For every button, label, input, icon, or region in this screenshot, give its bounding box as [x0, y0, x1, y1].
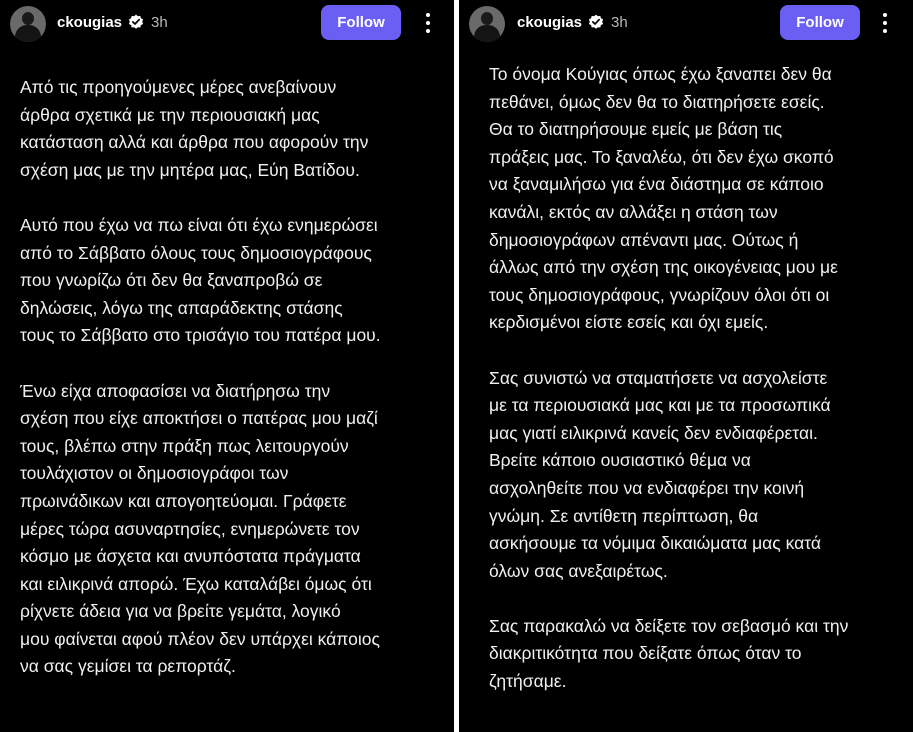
text-line: Το όνομα Κούγιας όπως έχω ξαναπει δεν θα	[489, 64, 832, 84]
post-paragraph	[20, 378, 446, 682]
profile-avatar[interactable]	[10, 6, 46, 42]
text-line: τους δημοσιογράφους, γνωρίζουν όλοι ότι οι	[489, 284, 830, 305]
text-line: μας γιατί ειλικρινά κανείς δεν ενδιαφέρεται.	[489, 422, 818, 443]
text-line: πρωινάδικων και απογοητεύομαι. Γράφετε	[20, 490, 347, 511]
post-paragraph	[489, 365, 909, 586]
text-line: κατάσταση αλλά και άρθρα που αφορούν την	[20, 132, 369, 153]
text-line: που γνωρίζω ότι δεν θα ξαναπροβώ σε	[20, 270, 323, 291]
text-line: κανάλι, εκτός αν αλλάξει η στάση των	[489, 201, 778, 222]
post-paragraph	[20, 74, 446, 184]
text-line: ζητήσαμε.	[489, 671, 567, 692]
avatar-body-shape	[474, 25, 500, 42]
text-line: μέρες τώρα ασυναρτησίες, ενημερώνετε τον	[20, 518, 360, 539]
text-line: ασχοληθείτε που να ενδιαφέρει την κοινή	[489, 477, 805, 498]
text-line: τους, βλέπω στην πράξη πως λειτουργούν	[20, 435, 349, 456]
avatar-body-shape	[15, 25, 41, 42]
text-line: ασκήσουμε τα νόμιμα δικαιώματα μας κατά	[489, 533, 822, 554]
text-line: δημοσιογράφων απέναντι μας. Ούτως ή	[489, 229, 799, 250]
text-line: Από τις προηγούμενες μέρες ανεβαίνουν	[20, 77, 337, 97]
text-line: Αυτό που έχω να πω είναι ότι έχω ενημερώσει	[20, 214, 378, 235]
text-line: γνώμη. Σε αντίθετη περίπτωση, θα	[489, 505, 759, 526]
text-line: άλλως από την σχέση της οικογένειας μου με	[489, 257, 838, 278]
post-time: 3h	[151, 14, 168, 31]
more-dot	[883, 21, 887, 25]
text-line: τους το Σάββατο στο τρισάγιο του πατέρα μου.	[20, 325, 381, 346]
text-line: να σας γεμίσει τα ρεπορτάζ.	[20, 656, 236, 677]
post-text	[489, 61, 909, 723]
text-line: Σας συνιστώ να σταματήσετε να ασχολείστε	[489, 367, 828, 388]
verified-badge-icon	[588, 14, 604, 30]
text-line: πεθάνει, όμως δεν θα το διατηρήσετε εσείς.	[489, 91, 825, 112]
text-line: από το Σάββατο όλους τους δημοσιογράφους	[20, 242, 372, 263]
text-line: και ειλικρινά απορώ. Έχω καταλάβει όμως ότι	[20, 573, 372, 594]
text-line: σχέση μας με την μητέρα μας, Εύη Βατίδου.	[20, 159, 360, 180]
text-line: κερδισμένοι είστε εσείς και όχι εμείς.	[489, 312, 769, 333]
more-options-icon[interactable]	[877, 10, 893, 36]
text-line: διακριτικότητα που δείξατε όπως όταν το	[489, 643, 802, 664]
text-line: Ένω είχα αποφασίσει να διατήρησω την	[20, 380, 331, 401]
text-line: κόσμο με άσχετα και ανυπόστατα πράγματα	[20, 546, 361, 567]
follow-button[interactable]: Follow	[780, 5, 860, 40]
follow-button[interactable]: Follow	[321, 5, 401, 40]
text-line: ρίχνετε άδεια για να βρείτε γεμάτα, λογικό	[20, 601, 341, 622]
text-line: μου φαίνεται αφού πλέον δεν υπάρχει κάποιος	[20, 628, 380, 649]
more-dot	[883, 13, 887, 17]
story-panel-left	[0, 0, 454, 732]
text-line: με τα περιουσιακά μας και με τα προσωπικά	[489, 395, 831, 416]
more-dot	[426, 21, 430, 25]
post-paragraph	[489, 61, 909, 337]
post-text	[20, 74, 446, 709]
verified-badge-icon	[128, 14, 144, 30]
more-dot	[426, 29, 430, 33]
more-dot	[883, 29, 887, 33]
more-options-icon[interactable]	[420, 10, 436, 36]
text-line: Θα το διατηρήσουμε εμείς με βάση τις	[489, 119, 783, 140]
text-line: τουλάχιστον οι δημοσιογράφοι των	[20, 463, 289, 484]
more-dot	[426, 13, 430, 17]
profile-avatar[interactable]	[469, 6, 505, 42]
username[interactable]: ckougias	[57, 14, 123, 31]
story-panel-right	[459, 0, 913, 732]
text-line: Βρείτε κάποιο ουσιαστικό θέμα να	[489, 450, 751, 471]
post-paragraph	[20, 212, 446, 350]
post-header	[0, 0, 454, 46]
text-line: δηλώσεις, λόγω της απαράδεκτης στάσης	[20, 297, 343, 318]
text-line: όλων σας ανεξαιρέτως.	[489, 560, 668, 581]
text-line: άρθρα σχετικά με την περιουσιακή μας	[20, 104, 320, 125]
text-line: πράξεις μας. Το ξαναλέω, ότι δεν έχω σκοπό	[489, 146, 834, 167]
text-line: σχέση που είχε αποκτήσει ο πατέρας μου μαζί	[20, 408, 378, 429]
text-line: Σας παρακαλώ να δείξετε τον σεβασμό και την	[489, 615, 849, 636]
avatar-head-shape	[481, 12, 493, 25]
username[interactable]: ckougias	[517, 14, 583, 31]
post-header	[459, 0, 913, 46]
avatar-head-shape	[22, 12, 34, 25]
post-paragraph	[489, 613, 909, 696]
text-line: να ξαναμιλήσω για ένα διάστημα σε κάποιο	[489, 174, 824, 195]
post-time: 3h	[611, 14, 628, 31]
